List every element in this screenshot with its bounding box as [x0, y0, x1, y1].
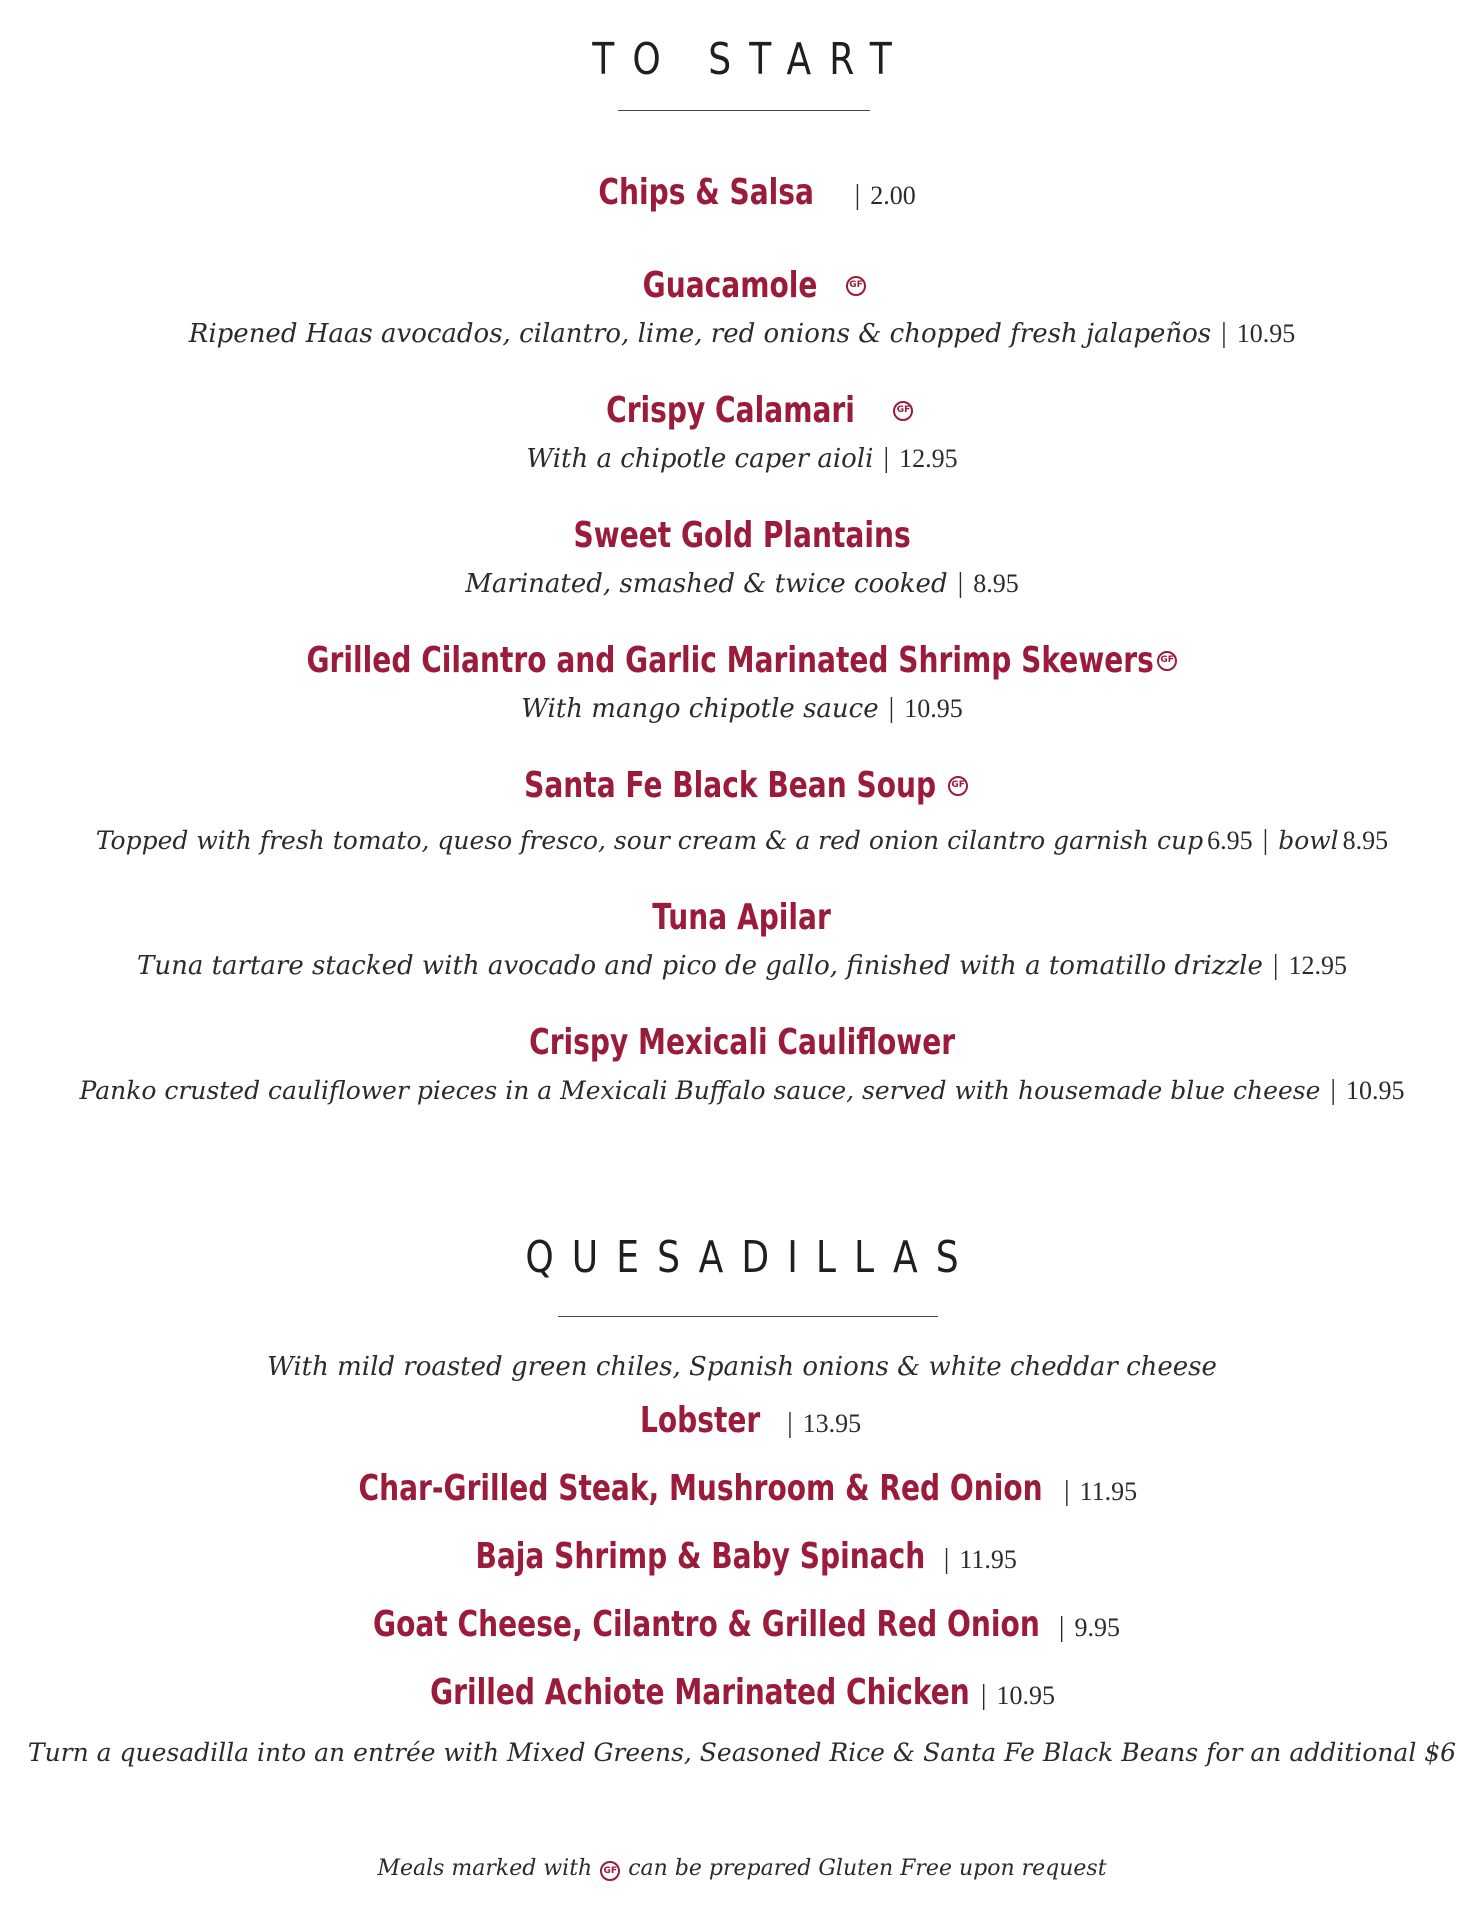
item-name: Chips & Salsa: [598, 172, 815, 213]
item-description: Marinated, smashed & twice cooked: [465, 569, 948, 599]
price-separator: |: [1064, 1476, 1070, 1507]
item-price: 9.95: [1074, 1613, 1120, 1642]
quesadilla-item-lobster: [0, 1400, 1484, 1441]
item-price: 12.95: [1288, 951, 1347, 980]
item-description: Tuna tartare stacked with avocado and pico de gallo, finished with a tomatillo drizzle: [137, 951, 1263, 981]
price-bowl: 8.95: [1342, 826, 1389, 855]
price-separator: |: [883, 443, 890, 474]
item-price: 13.95: [802, 1409, 862, 1438]
item-description-row: [0, 1075, 1484, 1107]
quesadilla-entree-note: [0, 1738, 1484, 1767]
item-name: Lobster: [639, 1400, 761, 1441]
item-name: Grilled Achiote Marinated Chicken: [430, 1672, 970, 1713]
menu-item-mexicali-cauliflower: [0, 1022, 1484, 1063]
menu-item-guacamole: [0, 265, 1484, 306]
item-description-row: [0, 693, 1484, 725]
price-separator: |: [1262, 825, 1269, 856]
item-price: 10.95: [1236, 319, 1296, 348]
item-name: Grilled Cilantro and Garlic Marinated Shrimp Skewers: [306, 640, 1154, 681]
menu-item-black-bean-soup: [0, 765, 1484, 806]
item-price: 2.00: [870, 181, 916, 210]
item-name: Guacamole: [642, 265, 818, 306]
price-separator: |: [943, 1544, 950, 1575]
price-separator: |: [957, 568, 964, 599]
price-separator: |: [980, 1680, 987, 1711]
item-name: Goat Cheese, Cilantro & Grilled Red Onion: [373, 1604, 1040, 1645]
price-separator: |: [888, 693, 895, 724]
item-price: 10.95: [904, 694, 963, 723]
quesadilla-item-goat-cheese: [0, 1604, 1484, 1645]
heading-underline: [618, 110, 870, 111]
price-cup-label: cup: [1157, 826, 1204, 855]
item-price: 11.95: [959, 1545, 1017, 1574]
item-price: 12.95: [899, 444, 958, 473]
item-description-row: [0, 568, 1484, 600]
item-price: 8.95: [973, 569, 1019, 598]
menu-item-crispy-calamari: [0, 390, 1484, 431]
item-description: Ripened Haas avocados, cilantro, lime, red onions & chopped fresh jalapeños: [188, 319, 1212, 349]
gf-circle-icon: GF: [846, 276, 866, 296]
price-cup: 6.95: [1207, 826, 1253, 855]
gf-circle-icon: GF: [893, 401, 913, 421]
item-description-row: [0, 318, 1484, 350]
menu-item-tuna-apilar: [0, 897, 1484, 938]
quesadilla-item-shrimp: [0, 1536, 1484, 1577]
item-price: 11.95: [1079, 1477, 1138, 1506]
item-price: 10.95: [996, 1681, 1056, 1710]
item-description: With mango chipotle sauce: [521, 694, 879, 724]
price-separator: |: [1221, 318, 1227, 349]
price-separator: |: [787, 1408, 793, 1439]
item-description: With a chipotle caper aioli: [526, 444, 874, 474]
price-separator: |: [1272, 950, 1279, 981]
section-heading-to-start: TO START: [592, 34, 910, 85]
item-name: Crispy Mexicali Cauliflower: [528, 1022, 956, 1063]
item-description-row: [0, 825, 1484, 857]
quesadillas-intro-text: With mild roasted green chiles, Spanish onions & white cheddar cheese: [267, 1352, 1217, 1382]
item-description-row: [0, 950, 1484, 982]
quesadilla-item-steak: [0, 1468, 1484, 1509]
gluten-free-footer: [0, 1856, 1484, 1881]
menu-item-chips-salsa: [0, 172, 1484, 213]
item-name: Crispy Calamari: [605, 390, 855, 431]
section-heading-quesadillas: QUESADILLAS: [525, 1232, 977, 1283]
menu-item-sweet-gold-plantains: [0, 515, 1484, 556]
item-name: Char-Grilled Steak, Mushroom & Red Onion: [358, 1468, 1043, 1509]
item-description: Topped with fresh tomato, queso fresco, sour cream & a red onion cilantro garnish: [95, 826, 1149, 855]
quesadillas-intro: [0, 1352, 1484, 1382]
price-separator: |: [1058, 1612, 1065, 1643]
price-bowl-label: bowl: [1278, 826, 1339, 855]
item-description: Panko crusted cauliflower pieces in a Mexicali Buffalo sauce, served with housemade blue cheese: [79, 1076, 1321, 1105]
item-name: Sweet Gold Plantains: [573, 515, 911, 556]
item-name: Baja Shrimp & Baby Spinach: [475, 1536, 926, 1577]
price-separator: |: [1330, 1075, 1336, 1106]
entree-note-text: Turn a quesadilla into an entrée with Mixed Greens, Seasoned Rice & Santa Fe Black Beans for an additional $6: [27, 1738, 1457, 1767]
item-name: Tuna Apilar: [652, 897, 832, 938]
menu-item-shrimp-skewers: [0, 640, 1484, 681]
gf-circle-icon: GF: [948, 776, 968, 796]
item-price: 10.95: [1345, 1076, 1405, 1105]
footer-text-after: can be prepared Gluten Free upon request: [628, 1856, 1107, 1881]
gf-circle-icon: GF: [600, 1861, 620, 1881]
item-name: Santa Fe Black Bean Soup: [523, 765, 937, 806]
heading-underline: [558, 1316, 938, 1317]
item-description-row: [0, 443, 1484, 475]
gf-circle-icon: GF: [1157, 651, 1177, 671]
price-separator: |: [854, 180, 861, 211]
footer-text-before: Meals marked with: [377, 1856, 593, 1881]
quesadilla-item-chicken: [0, 1672, 1484, 1713]
